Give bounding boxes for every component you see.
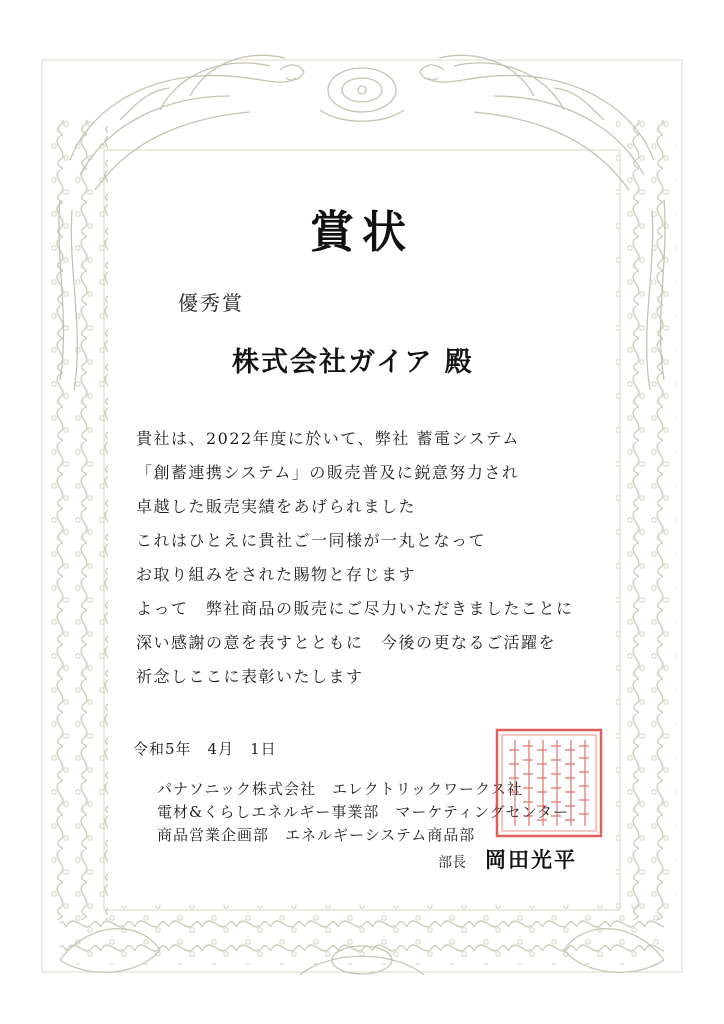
certificate-title: 賞状 xyxy=(310,207,414,258)
issuer-line: パナソニック株式会社 エレクトリックワークス社 xyxy=(157,780,523,798)
body-line: 祈念しここに表彰いたします xyxy=(136,667,364,686)
body-line: 深い感謝の意を表すとともに 今後の更なるご活躍を xyxy=(136,633,557,652)
issuer-line: 商品営業企画部 エネルギーシステム商品部 xyxy=(157,826,476,844)
recipient-name: 株式会社ガイア 殿 xyxy=(232,347,474,378)
award-name: 優秀賞 xyxy=(178,291,244,315)
body-line: 卓越した販売実績をあげられました xyxy=(136,497,417,516)
issue-date: 令和5年 4月 1日 xyxy=(133,740,277,758)
signer-title: 部長 xyxy=(438,855,466,871)
company-seal xyxy=(495,728,603,838)
body-line: お取り組みをされた賜物と存じます xyxy=(136,565,417,584)
signer-name: 岡田光平 xyxy=(485,847,577,872)
issuer-line: 電材&くらしエネルギー事業部 マーケティングセンター xyxy=(157,803,569,821)
body-line: よって 弊社商品の販売にご尽力いただきましたことに xyxy=(136,599,574,618)
body-line: 「創蓄連携システム」の販売普及に鋭意努力され xyxy=(136,463,520,482)
body-line: これはひとえに貴社ご一同様が一丸となって xyxy=(136,531,487,550)
body-paragraph-2 xyxy=(136,592,616,694)
body-paragraph-1 xyxy=(136,422,596,592)
body-line: 貴社は、2022年度に於いて、弊社 蓄電システム xyxy=(136,429,520,448)
